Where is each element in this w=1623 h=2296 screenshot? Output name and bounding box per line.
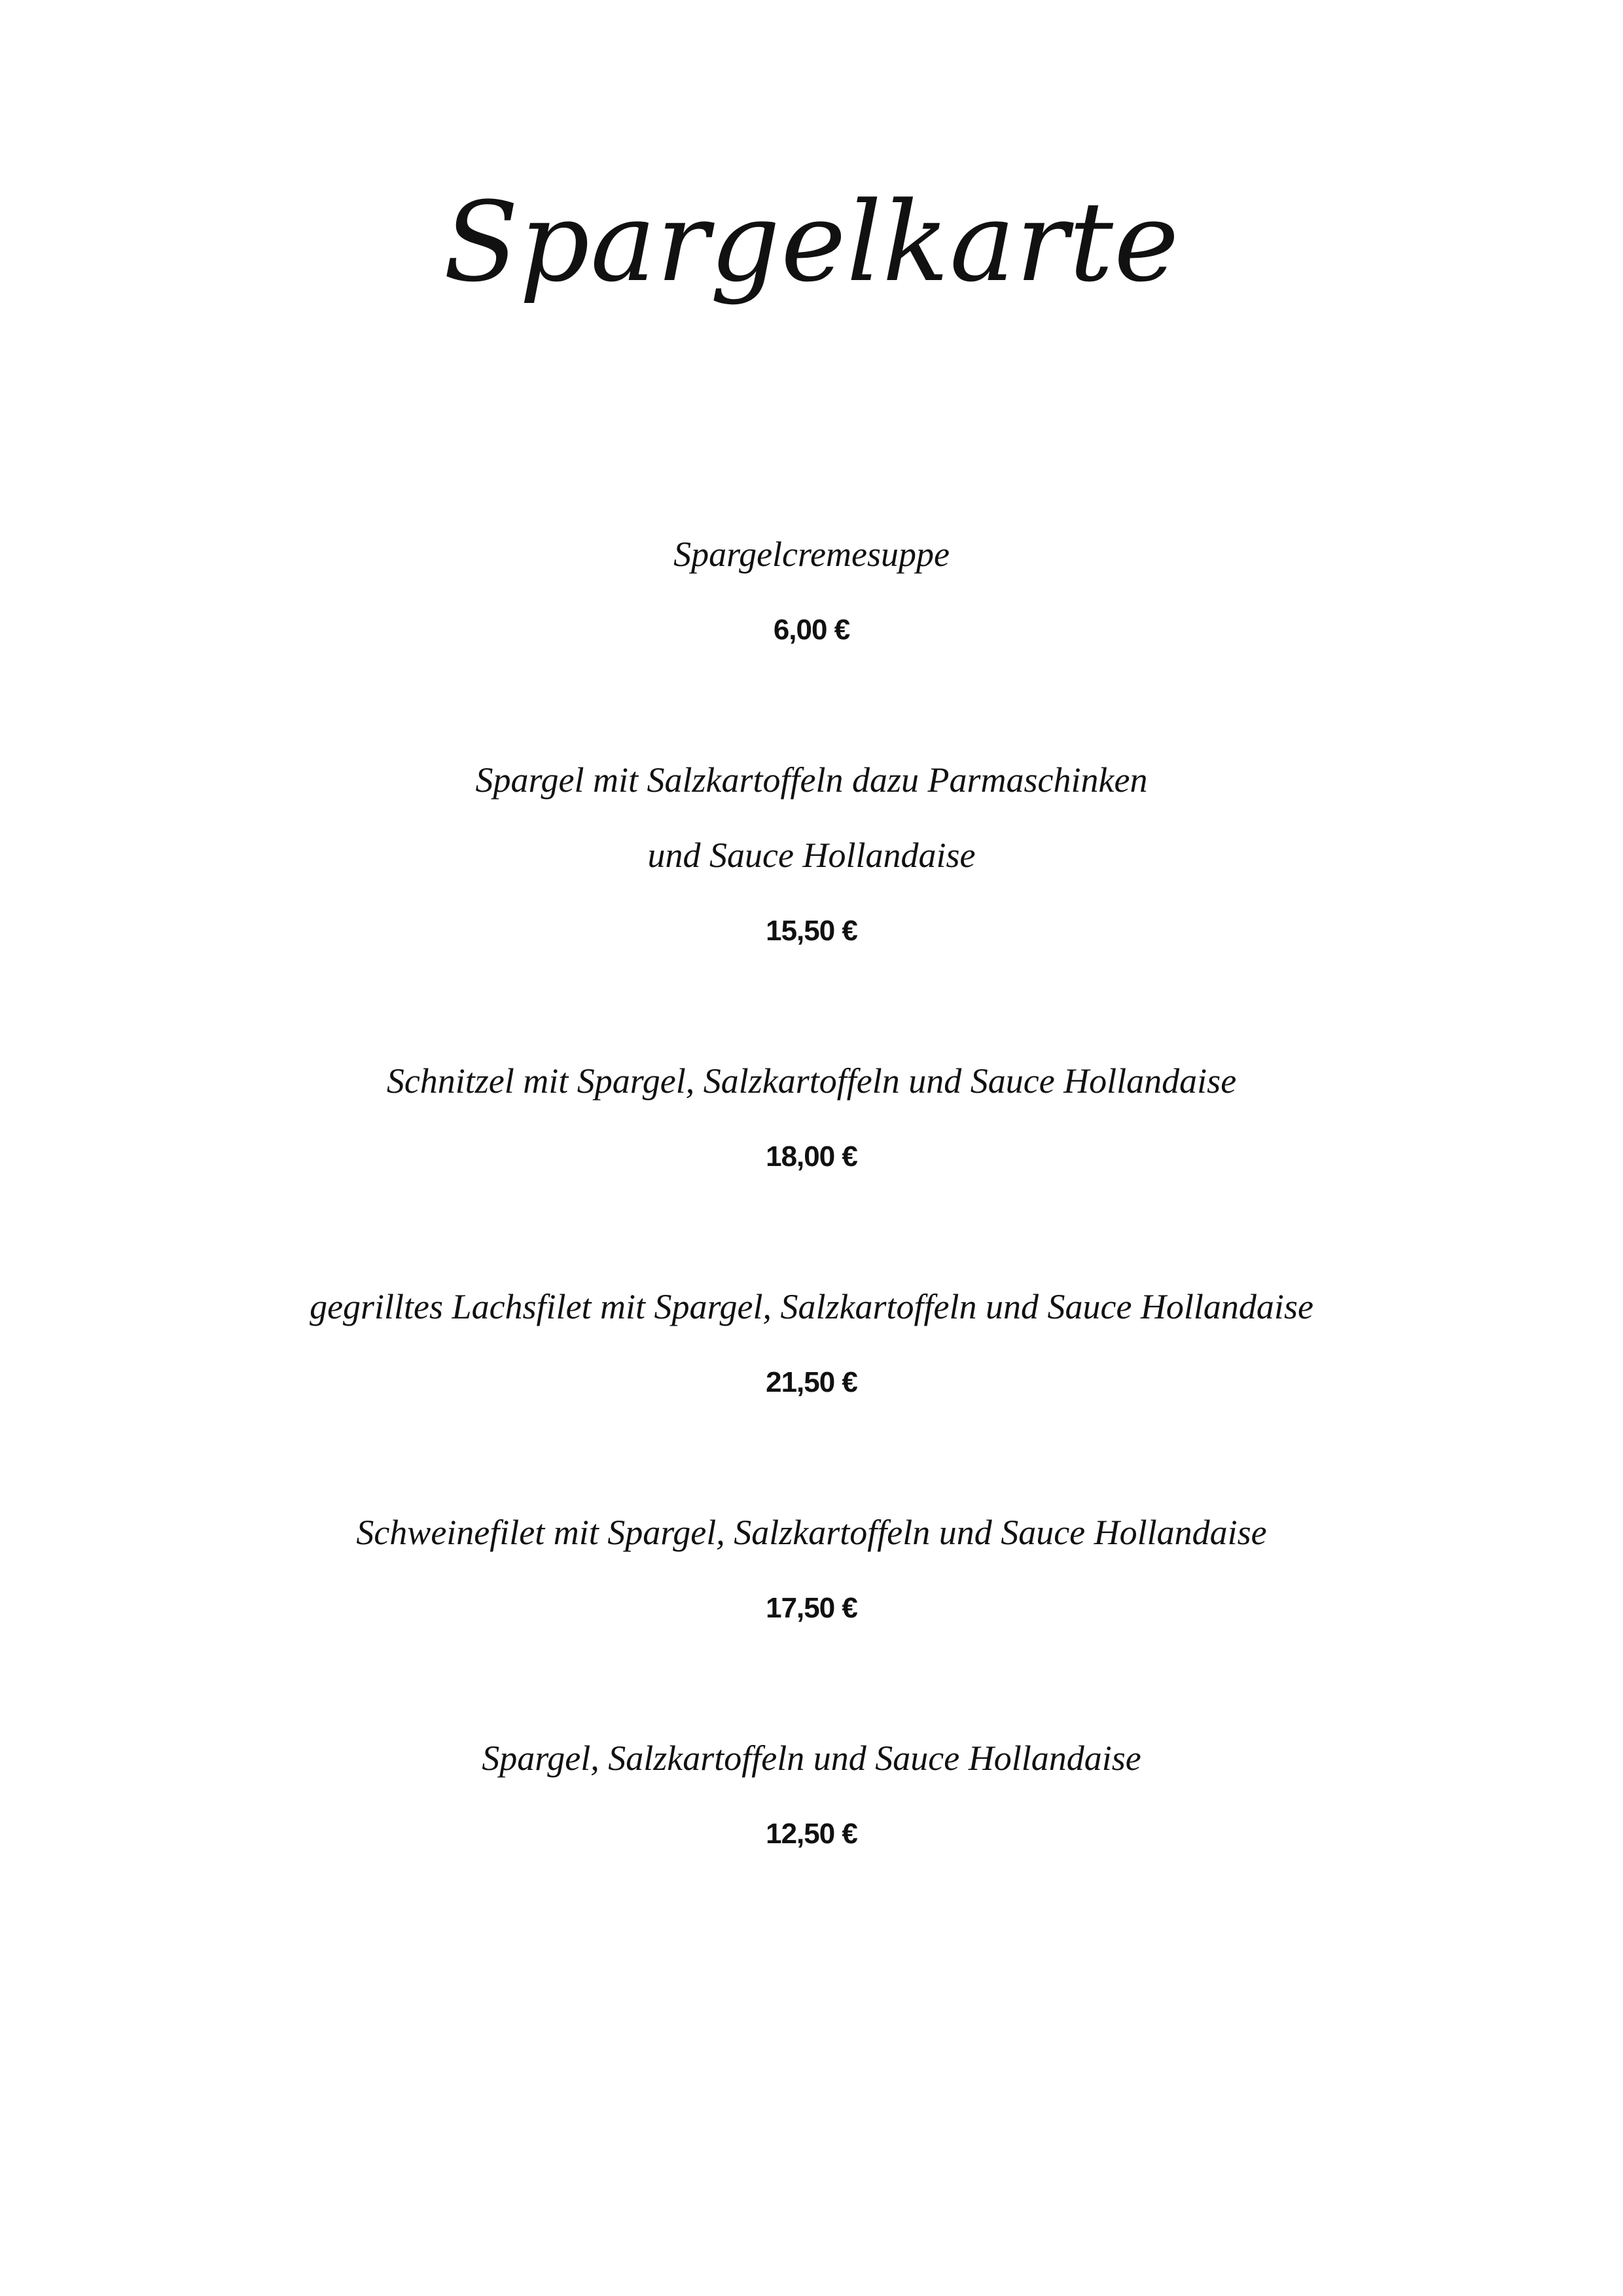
menu-item: [0, 1495, 1623, 1646]
menu-item: [0, 1269, 1623, 1420]
dish-name: Spargel, Salzkartoffeln und Sauce Hollandaise: [482, 1739, 1141, 1778]
menu-item: [0, 743, 1623, 968]
dish-name-continued: und Sauce Hollandaise: [647, 836, 976, 875]
menu-item: [0, 1721, 1623, 1871]
menu-list: [0, 517, 1623, 1871]
dish-price: 17,50 €: [766, 1592, 857, 1624]
dish-name: Schweinefilet mit Spargel, Salzkartoffeln und Sauce Hollandaise: [356, 1513, 1267, 1552]
dish-name: Schnitzel mit Spargel, Salzkartoffeln und Sauce Hollandaise: [386, 1061, 1237, 1101]
dish-name: gegrilltes Lachsfilet mit Spargel, Salzkartoffeln und Sauce Hollandaise: [310, 1287, 1313, 1326]
menu-item: [0, 517, 1623, 667]
dish-name: Spargel mit Salzkartoffeln dazu Parmaschinken: [475, 760, 1148, 800]
dish-price: 15,50 €: [766, 915, 857, 947]
page-title: Spargelkarte: [443, 178, 1180, 306]
dish-price: 21,50 €: [766, 1366, 857, 1398]
dish-price: 6,00 €: [773, 614, 850, 646]
dish-name: Spargelcremesuppe: [673, 535, 950, 574]
dish-price: 12,50 €: [766, 1818, 857, 1850]
menu-item: [0, 1044, 1623, 1194]
dish-price: 18,00 €: [766, 1140, 857, 1173]
